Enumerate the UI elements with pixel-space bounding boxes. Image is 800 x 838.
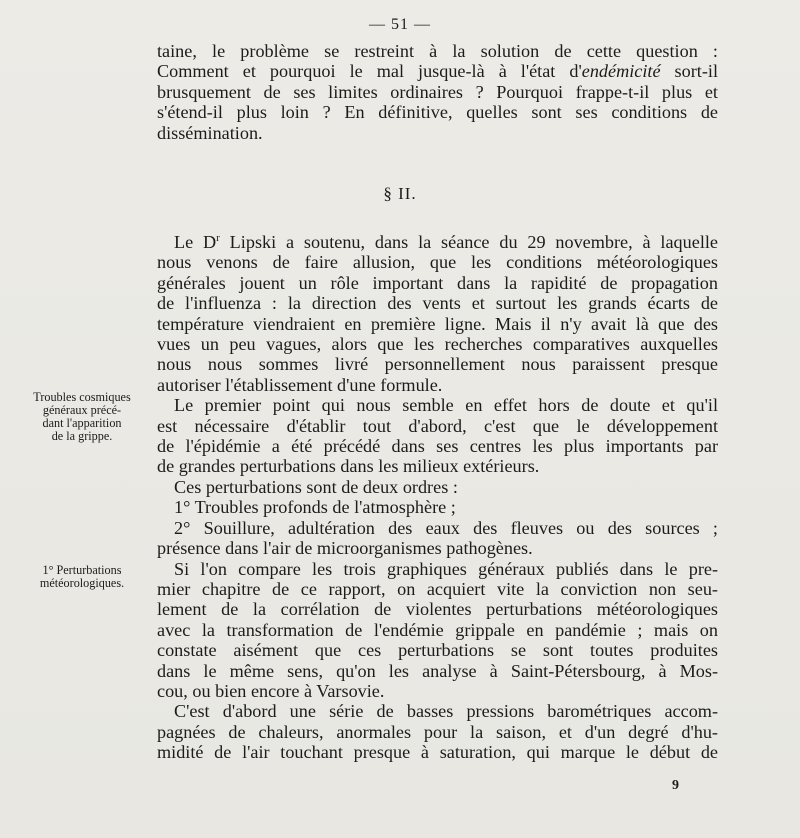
margin-note-meteorological [18,564,146,590]
signature-mark: 9 [672,778,679,793]
text-line: de l'influenza : la direction des vents et surtout les grands écarts de [157,293,718,314]
text-line: brusquement de ses limites ordinaires ? Pourquoi frappe-t-il plus et [157,81,718,102]
text-line: nous nous sommes livré personnellement nous paraissent presque [157,354,718,375]
text-line: midité de l'air touchant presque à saturation, qui marque le début de [157,742,718,763]
text-line: est nécessaire d'établir tout d'abord, c'est que le développement [157,415,718,436]
text-line: mier chapitre de ce rapport, on acquiert vite la conviction non seu- [157,578,718,599]
text-line: température viendraient en première ligne. Mais il n'y avait là que des [157,313,718,334]
text-run: sort-il [660,61,718,82]
superscript: r [216,231,220,244]
text-line: de grandes perturbations dans les milieux extérieurs. [157,456,540,477]
text-line [157,61,718,81]
text-line: s'étend-il plus loin ? En définitive, quelles sont ses conditions de [157,102,718,123]
emphasis-term: endémicité [581,61,661,82]
text-line: taine, le problème se restreint à la solution de cette question : [157,41,718,61]
text-line: générales jouent un rôle important dans la rapidité de propagation [157,272,718,293]
margin-note-line: de la grippe. [51,429,113,443]
page-number: — 51 — [369,16,431,33]
margin-note-line: Troubles cosmiques [33,390,131,404]
margin-note-line: météorologiques. [39,576,125,590]
text-line: C'est d'abord une série de basses pressions barométriques accom- [174,701,718,722]
text-line: de l'épidémie a été précédé dans ses centres les plus importants par [157,436,718,457]
text-line: dans le même sens, qu'on les analyse à Saint-Pétersbourg, à Mos- [157,660,718,681]
text-line: Si l'on compare les trois graphiques généraux publiés dans le pre- [174,558,718,579]
list-item: 1° Troubles profonds de l'atmosphère ; [174,497,456,518]
margin-note-line: 1° Perturbations [42,563,122,577]
text-line: avec la transformation de l'endémie grippale en pandémie ; mais on [157,619,718,640]
text-line: cou, ou bien encore à Varsovie. [157,680,385,701]
text-line: vues un peu vagues, alors que les recherches comparatives auxquelles [157,334,718,355]
text-line: lement de la corrélation de violentes perturbations météorologiques [157,599,718,620]
text-run: Comment et pourquoi le mal jusque-là à l'état d' [157,61,582,82]
text-line: Le premier point qui nous semble en effet hors de doute et qu'il [174,395,718,416]
text-run: Lipski a soutenu, dans la séance du 29 novembre, à laquelle [219,232,718,252]
text-run: Le D [174,232,217,252]
text-line: pagnées de chaleurs, anormales pour la saison, et d'un degré d'hu- [157,721,718,742]
text-line: Ces perturbations sont de deux ordres : [174,476,458,497]
section-heading: § II. [383,184,417,203]
text-line: présence dans l'air de microorganismes pathogènes. [157,538,533,559]
main-text [157,232,718,763]
text-line: dissémination. [157,122,263,143]
margin-note-line: dant l'apparition [42,416,122,430]
list-item: 2° Souillure, adultération des eaux des fleuves ou des sources ; [174,517,718,538]
text-line: constate aisément que ces perturbations se sont toutes produites [157,640,718,661]
margin-note-line: généraux précé- [42,403,122,417]
text-line: autoriser l'établissement d'une formule. [157,374,443,395]
paragraph-continuation [157,41,718,143]
text-line [157,232,718,252]
margin-note-cosmic-troubles [18,391,146,443]
text-line: nous venons de faire allusion, que les conditions météorologiques [157,252,718,273]
